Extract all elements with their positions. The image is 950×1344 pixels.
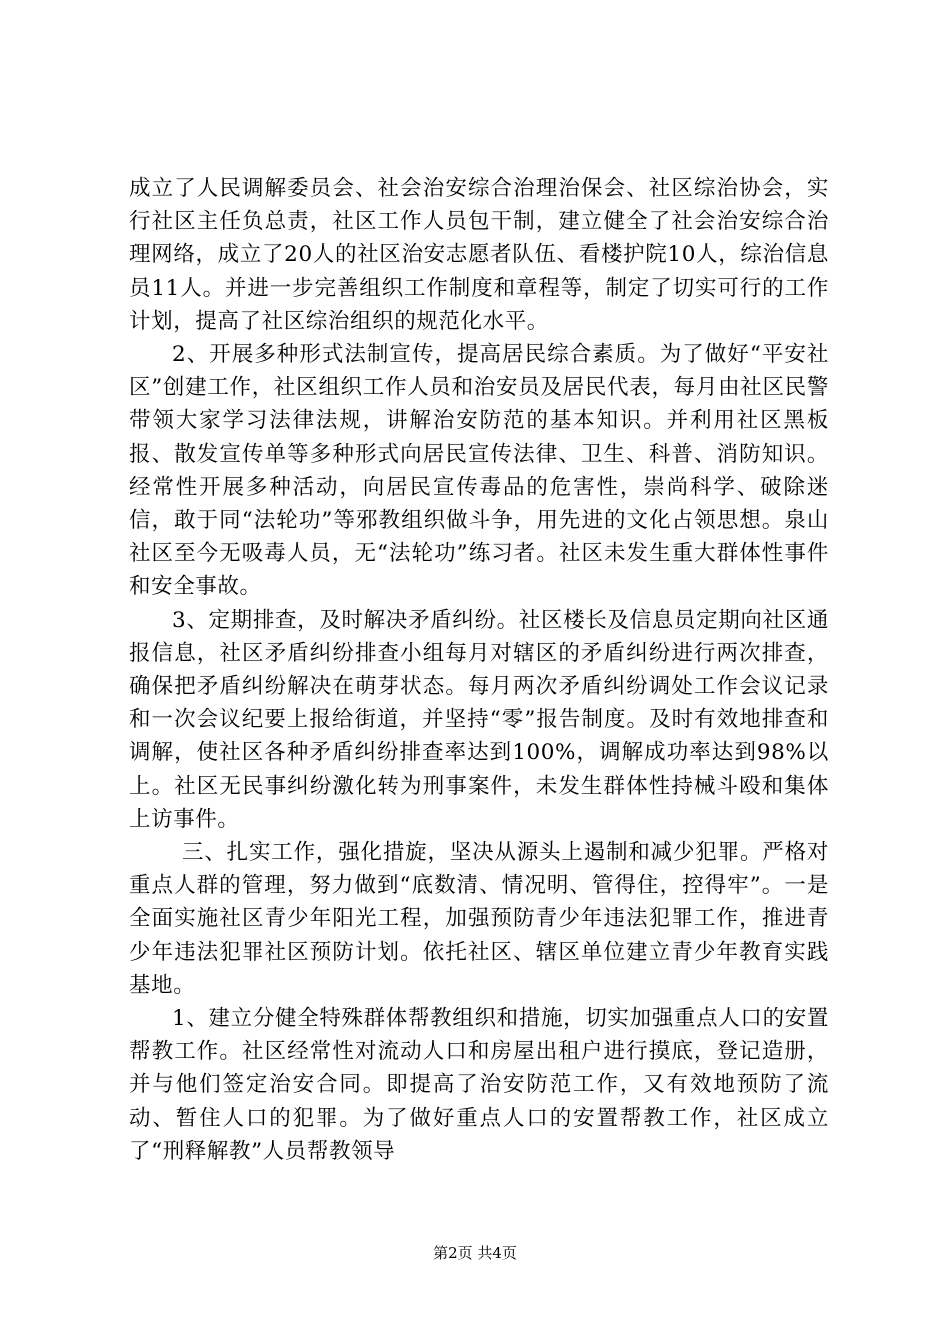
- paragraph-section-three: 三、扎实工作，强化措旋，坚决从源头上遏制和减少犯罪。严格对重点人群的管理，努力做到“底数清、情况明、管得住，控得牢”。一是全面实施社区青少年阳光工程，加强预防青少年违法犯罪工作，推进青少年违法犯罪社区预防计划。依托社区、辖区单位建立青少年教育实践基地。: [129, 840, 829, 998]
- page-footer: 第2页 共4页: [433, 1244, 517, 1262]
- paragraph-dispute-resolution: 3、定期排查，及时解决矛盾纠纷。社区楼长及信息员定期向社区通报信息，社区矛盾纠纷排查小组每月对辖区的矛盾纠纷进行两次排查，确保把矛盾纠纷解决在萌芽状态。每月两次矛盾纠纷调处工作会议记录和一次会议纪要上报给街道，并坚持“零”报告制度。及时有效地排查和调解，使社区各种矛盾纠纷排查率达到100%，调解成功率达到98%以上。社区无民事纠纷激化转为刑事案件，未发生群体性持械斗殴和集体上访事件。: [129, 607, 829, 832]
- document-body: [129, 172, 829, 1168]
- paragraph-continuation: 成立了人民调解委员会、社会治安综合治理治保会、社区综治协会，实行社区主任负总责，社区工作人员包干制，建立健全了社会治安综合治理网络，成立了20人的社区治安志愿者队伍、看楼护院10人，综治信息员11人。并进一步完善组织工作制度和章程等，制定了切实可行的工作计划，提高了社区综治组织的规范化水平。: [129, 176, 829, 334]
- paragraph-legal-publicity: 2、开展多种形式法制宣传，提高居民综合素质。为了做好“平安社区”创建工作，社区组织工作人员和治安员及居民代表，每月由社区民警带领大家学习法律法规，讲解治安防范的基本知识。并利用社区黑板报、散发宣传单等多种形式向居民宣传法律、卫生、科普、消防知识。经常性开展多种活动，向居民宣传毒品的危害性，崇尚科学、破除迷信，敢于同“法轮功”等邪教组织做斗争，用先进的文化占领思想。泉山社区至今无吸毒人员，无“法轮功”练习者。社区未发生重大群体性事件和安全事故。: [129, 342, 829, 600]
- paragraph-special-groups: 1、建立分健全特殊群体帮教组织和措施，切实加强重点人口的安置帮教工作。社区经常性对流动人口和房屋出租户进行摸底，登记造册，并与他们签定治安合同。即提高了治安防范工作，又有效地预防了流动、暂住人口的犯罪。为了做好重点人口的安置帮教工作，社区成立了“刑释解教”人员帮教领导: [129, 1006, 829, 1164]
